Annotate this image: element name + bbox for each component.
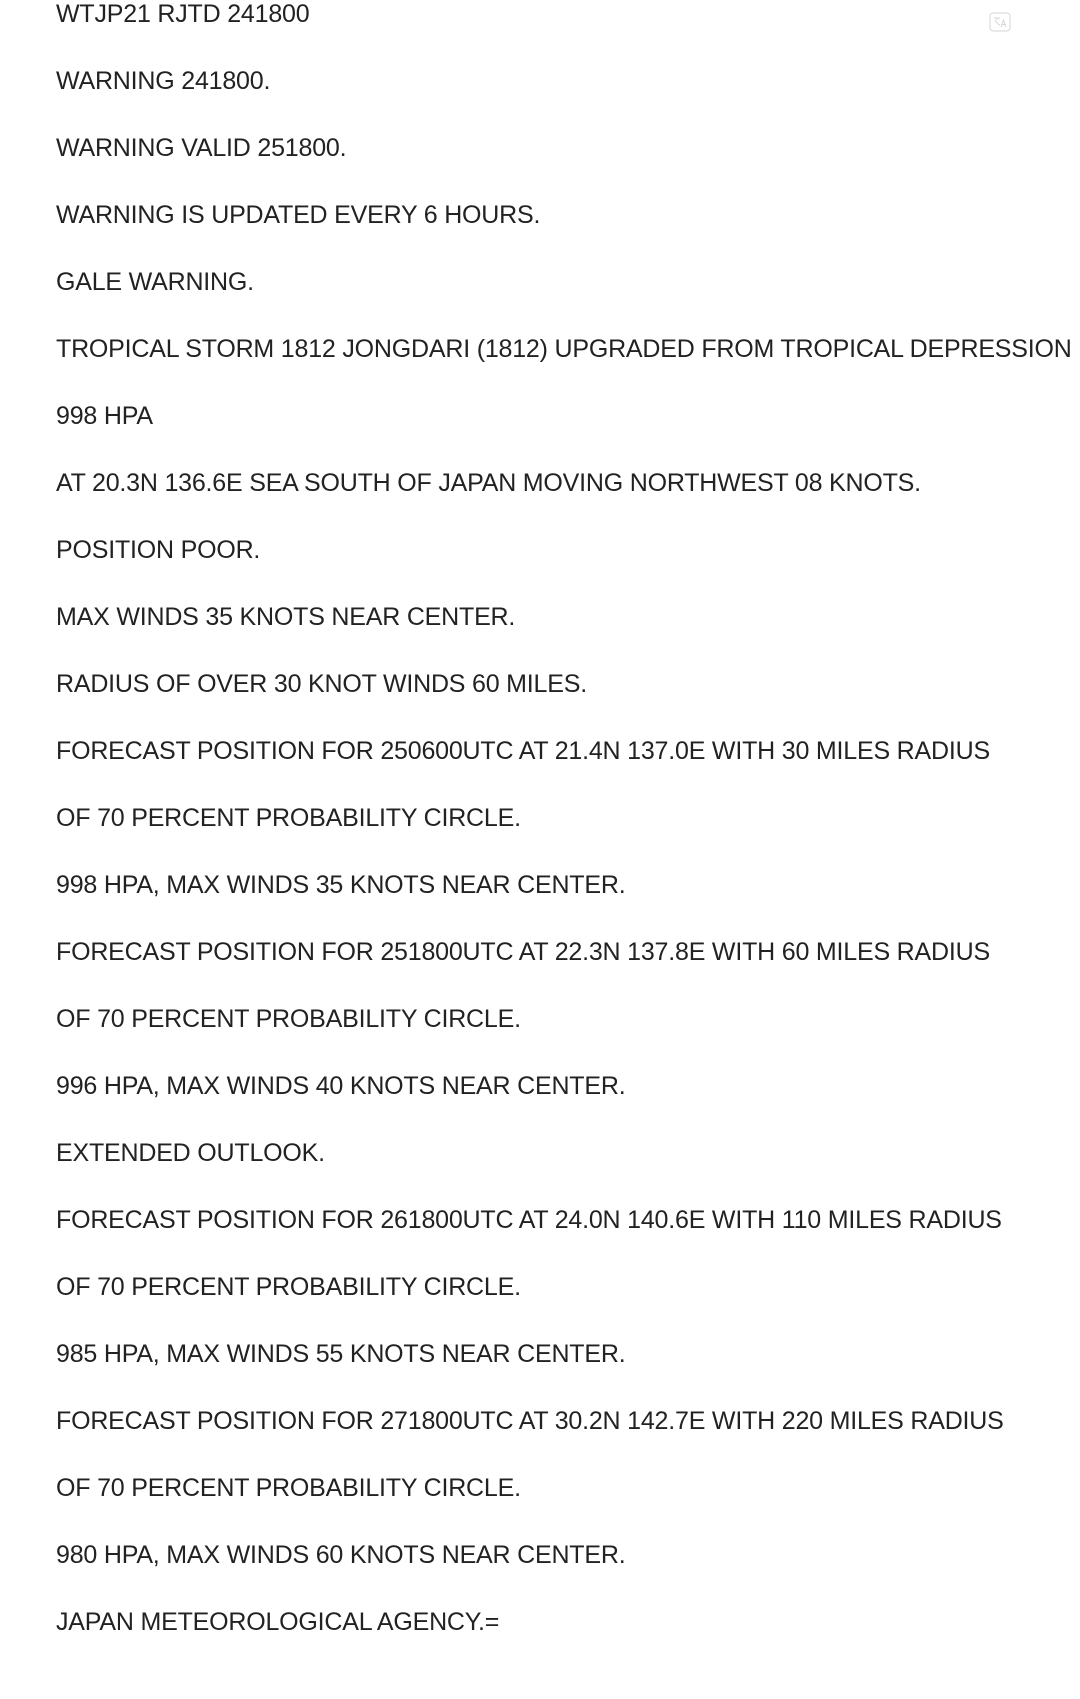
update-frequency-line: WARNING IS UPDATED EVERY 6 HOURS. [56, 201, 541, 229]
max-winds-line: MAX WINDS 35 KNOTS NEAR CENTER. [56, 603, 516, 631]
pressure-line: 998 HPA [56, 402, 153, 430]
warning-time-line: WARNING 241800. [56, 67, 271, 95]
translate-icon[interactable] [989, 12, 1011, 32]
forecast-3-probability-line: OF 70 PERCENT PROBABILITY CIRCLE. [56, 1273, 521, 1301]
position-quality-line: POSITION POOR. [56, 536, 261, 564]
forecast-4-intensity-line: 980 HPA, MAX WINDS 60 KNOTS NEAR CENTER. [56, 1541, 626, 1569]
forecast-2-probability-line: OF 70 PERCENT PROBABILITY CIRCLE. [56, 1005, 521, 1033]
forecast-1-intensity-line: 998 HPA, MAX WINDS 35 KNOTS NEAR CENTER. [56, 871, 626, 899]
storm-name-line: TROPICAL STORM 1812 JONGDARI (1812) UPGRADED FROM TROPICAL DEPRESSION [56, 335, 1072, 363]
agency-signature-line: JAPAN METEOROLOGICAL AGENCY.= [56, 1608, 500, 1636]
forecast-2-intensity-line: 996 HPA, MAX WINDS 40 KNOTS NEAR CENTER. [56, 1072, 626, 1100]
warning-valid-line: WARNING VALID 251800. [56, 134, 347, 162]
forecast-3-intensity-line: 985 HPA, MAX WINDS 55 KNOTS NEAR CENTER. [56, 1340, 626, 1368]
extended-outlook-line: EXTENDED OUTLOOK. [56, 1139, 325, 1167]
header-line: WTJP21 RJTD 241800 [56, 0, 310, 28]
forecast-4-probability-line: OF 70 PERCENT PROBABILITY CIRCLE. [56, 1474, 521, 1502]
warning-type-line: GALE WARNING. [56, 268, 254, 296]
wind-radius-line: RADIUS OF OVER 30 KNOT WINDS 60 MILES. [56, 670, 587, 698]
forecast-4-position-line: FORECAST POSITION FOR 271800UTC AT 30.2N 142.7E WITH 220 MILES RADIUS [56, 1407, 1004, 1435]
forecast-2-position-line: FORECAST POSITION FOR 251800UTC AT 22.3N 137.8E WITH 60 MILES RADIUS [56, 938, 990, 966]
forecast-1-probability-line: OF 70 PERCENT PROBABILITY CIRCLE. [56, 804, 521, 832]
forecast-3-position-line: FORECAST POSITION FOR 261800UTC AT 24.0N 140.6E WITH 110 MILES RADIUS [56, 1206, 1002, 1234]
warning-document [56, 0, 1076, 1656]
position-line: AT 20.3N 136.6E SEA SOUTH OF JAPAN MOVING NORTHWEST 08 KNOTS. [56, 469, 921, 497]
forecast-1-position-line: FORECAST POSITION FOR 250600UTC AT 21.4N 137.0E WITH 30 MILES RADIUS [56, 737, 990, 765]
